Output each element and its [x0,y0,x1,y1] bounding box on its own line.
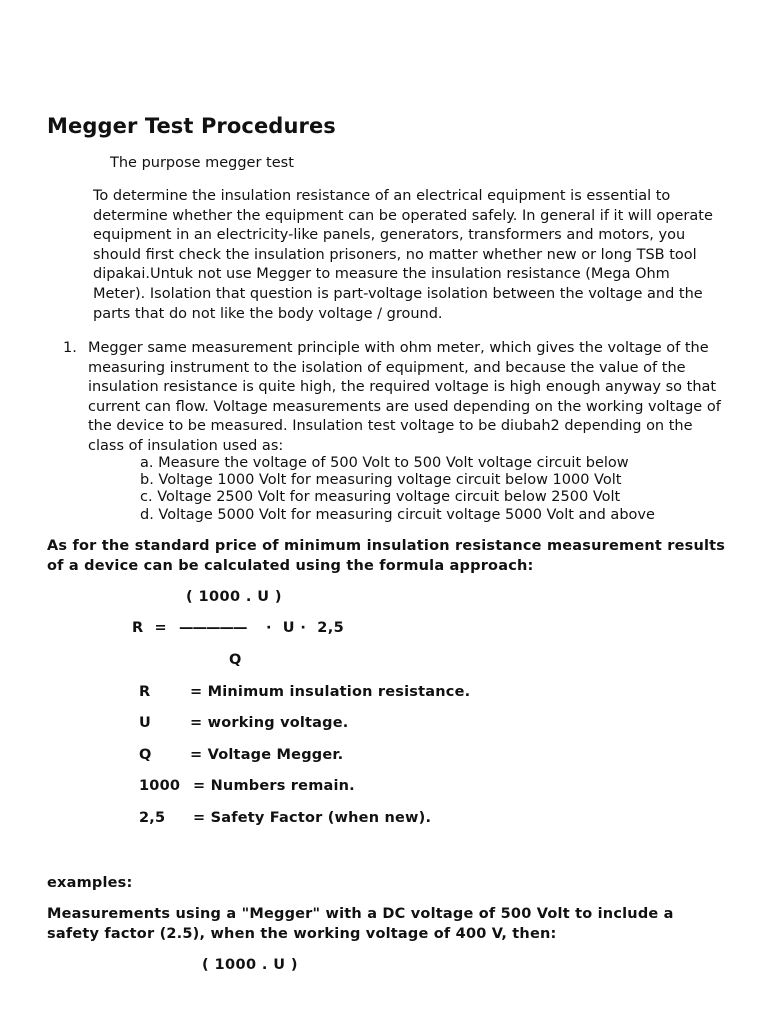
standard-paragraph: As for the standard price of minimum insulation resistance measurement results of a device can be calculated using the formula approach: [47,538,726,574]
definition-row [139,684,470,700]
definition-term: U [139,715,151,731]
definition-desc: = Numbers remain. [193,778,355,794]
list-item-text: Megger same measurement principle with ohm meter, which gives the voltage of the measuring instrument to the isolation of equipment, and because the value of the insulation resistance is quite high, the required voltage is high enough anyway so that current can flow. Voltage measurements are used depending on the working voltage of the device to be measured. Insulation test voltage to be diubah2 depending on the class of insulation used as: [88,340,721,454]
list-item: c. Voltage 2500 Volt for measuring voltage circuit below 2500 Volt [140,489,621,506]
intro-text: To determine the insulation resistance of an electrical equipment is essential to determine whether the equipment can be operated safely. In general if it will operate equipment in an electricity-like panels, generators, transformers and motors, you should first check the insulation prisoners, no matter whether new or long TSB tool dipakai.Untuk not use Megger to measure the insulation resistance (Mega Ohm Meter). Isolation that question is part-voltage isolation between the voltage and the parts that do not like the body voltage / ground. [93,188,713,322]
formula-rhs: · U · 2,5 [266,620,345,636]
list-item: a. Measure the voltage of 500 Volt to 500 Volt voltage circuit below [140,455,629,471]
definition-row [139,778,355,794]
definition-term: 1000 [139,778,181,794]
section-subtitle: The purpose megger test [110,155,294,171]
formula-denominator: Q [229,652,242,668]
definition-row [139,715,349,731]
list-marker: 1. [63,340,77,356]
definition-term: Q [139,747,152,763]
formula-lhs: R = [132,620,168,636]
example-formula-numerator: ( 1000 . U ) [202,957,298,973]
definition-term: R [139,684,151,700]
examples-heading: examples: [47,875,133,891]
definition-row [139,747,343,763]
intro-paragraph [93,187,723,324]
definition-desc: = Safety Factor (when new). [193,810,432,826]
formula-fraction-bar: ————— [179,620,247,636]
definition-desc: = working voltage. [190,715,349,731]
definition-term: 2,5 [139,810,166,826]
definition-row [139,810,431,826]
numbered-list [63,339,733,457]
example-paragraph: Measurements using a "Megger" with a DC voltage of 500 Volt to include a safety factor (2.5), when the working voltage of 400 V, then: [47,906,674,942]
definition-desc: = Minimum insulation resistance. [190,684,471,700]
formula-numerator: ( 1000 . U ) [186,589,282,605]
list-item: d. Voltage 5000 Volt for measuring circuit voltage 5000 Volt and above [140,506,655,523]
voltage-class-list [140,455,655,524]
list-item: b. Voltage 1000 Volt for measuring voltage circuit below 1000 Volt [140,472,622,489]
page-title: Megger Test Procedures [47,114,336,138]
definition-desc: = Voltage Megger. [190,747,344,763]
list-item [63,339,733,457]
